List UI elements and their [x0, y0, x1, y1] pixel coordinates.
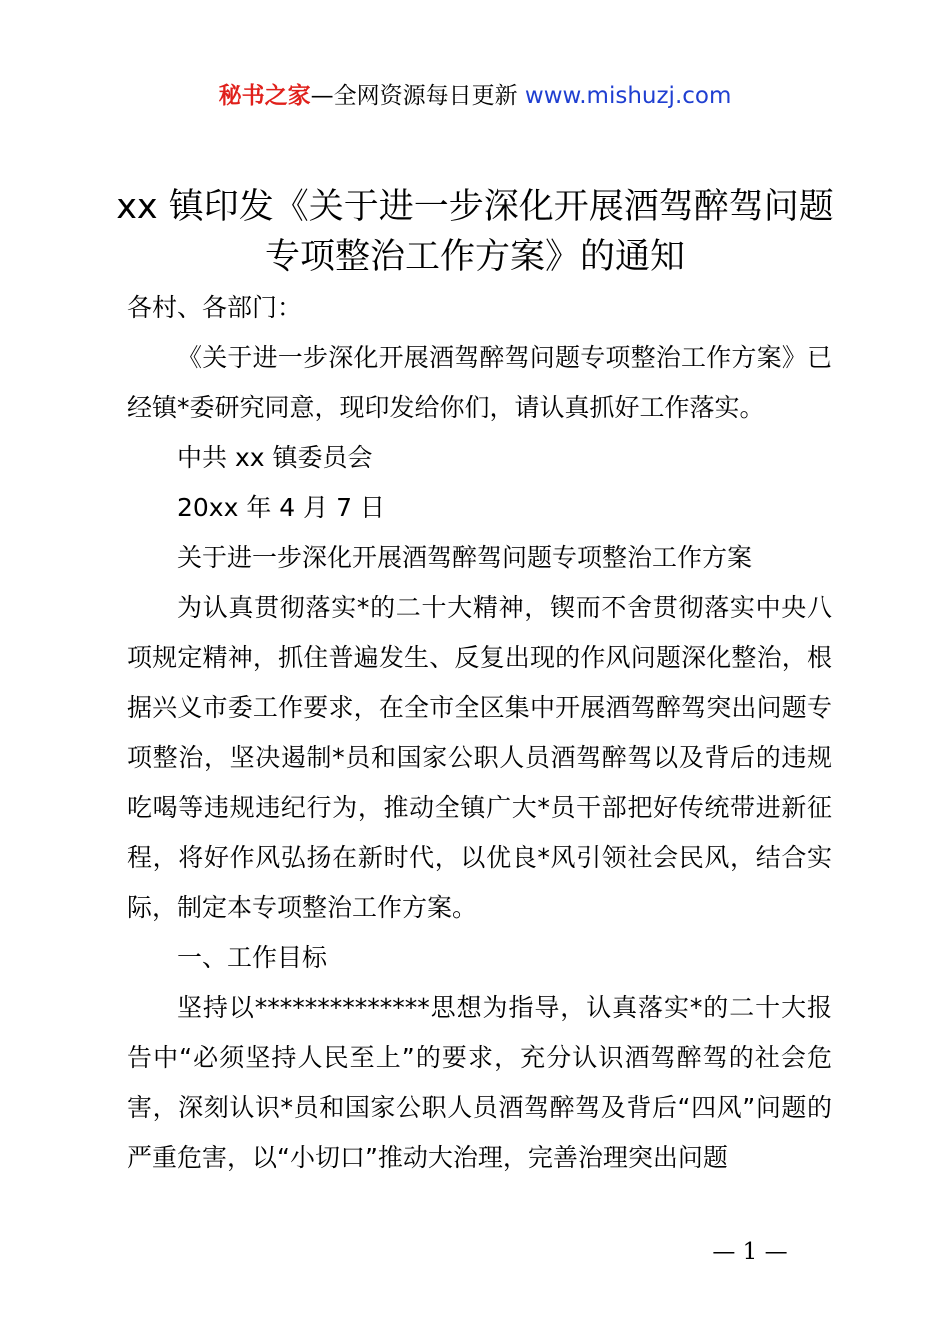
section-paragraph: 坚持以**************思想为指导，认真落实*的二十大报告中“必须坚持人民至上”的要求，充分认识酒驾醉驾的社会危害，深刻认识*员和国家公职人员酒驾醉驾及背后“四风”问题的严重危害，以“小切口”推动大治理，完善治理突出问题	[127, 993, 832, 1172]
section-heading: 一、工作目标	[177, 943, 328, 972]
site-brand: 秘书之家	[218, 83, 311, 109]
intro-paragraph: 为认真贯彻落实*的二十大精神，锲而不舍贯彻落实中央八项规定精神，抓住普遍发生、反复出现的作风问题深化整治，根据兴义市委工作要求，在全市全区集中开展酒驾醉驾突出问题专项整治，坚决遏制*员和国家公职人员酒驾醉驾以及背后的违规吃喝等违规违纪行为，推动全镇广大*员干部把好传统带进新征程，将好作风弘扬在新时代，以优良*风引领社会民风，结合实际，制定本专项整治工作方案。	[127, 593, 832, 922]
site-header	[0, 80, 950, 112]
document-body	[127, 283, 832, 1183]
salutation: 各村、各部门：	[127, 293, 303, 322]
site-tagline: —全网资源每日更新	[310, 83, 525, 109]
notice-paragraph: 《关于进一步深化开展酒驾醉驾问题专项整治工作方案》已经镇*委研究同意，现印发给你们，请认真抓好工作落实。	[127, 343, 832, 422]
document-title: xx 镇印发《关于进一步深化开展酒驾醉驾问题专项整治工作方案》的通知	[116, 187, 834, 277]
site-url-link[interactable]: www.mishuzj.com	[524, 83, 732, 109]
page-number: — 1 —	[712, 1239, 788, 1265]
plan-title-line: 关于进一步深化开展酒驾醉驾问题专项整治工作方案	[177, 543, 753, 572]
issuer-line: 中共 xx 镇委员会	[177, 443, 373, 472]
date-line: 20xx 年 4 月 7 日	[177, 493, 385, 522]
